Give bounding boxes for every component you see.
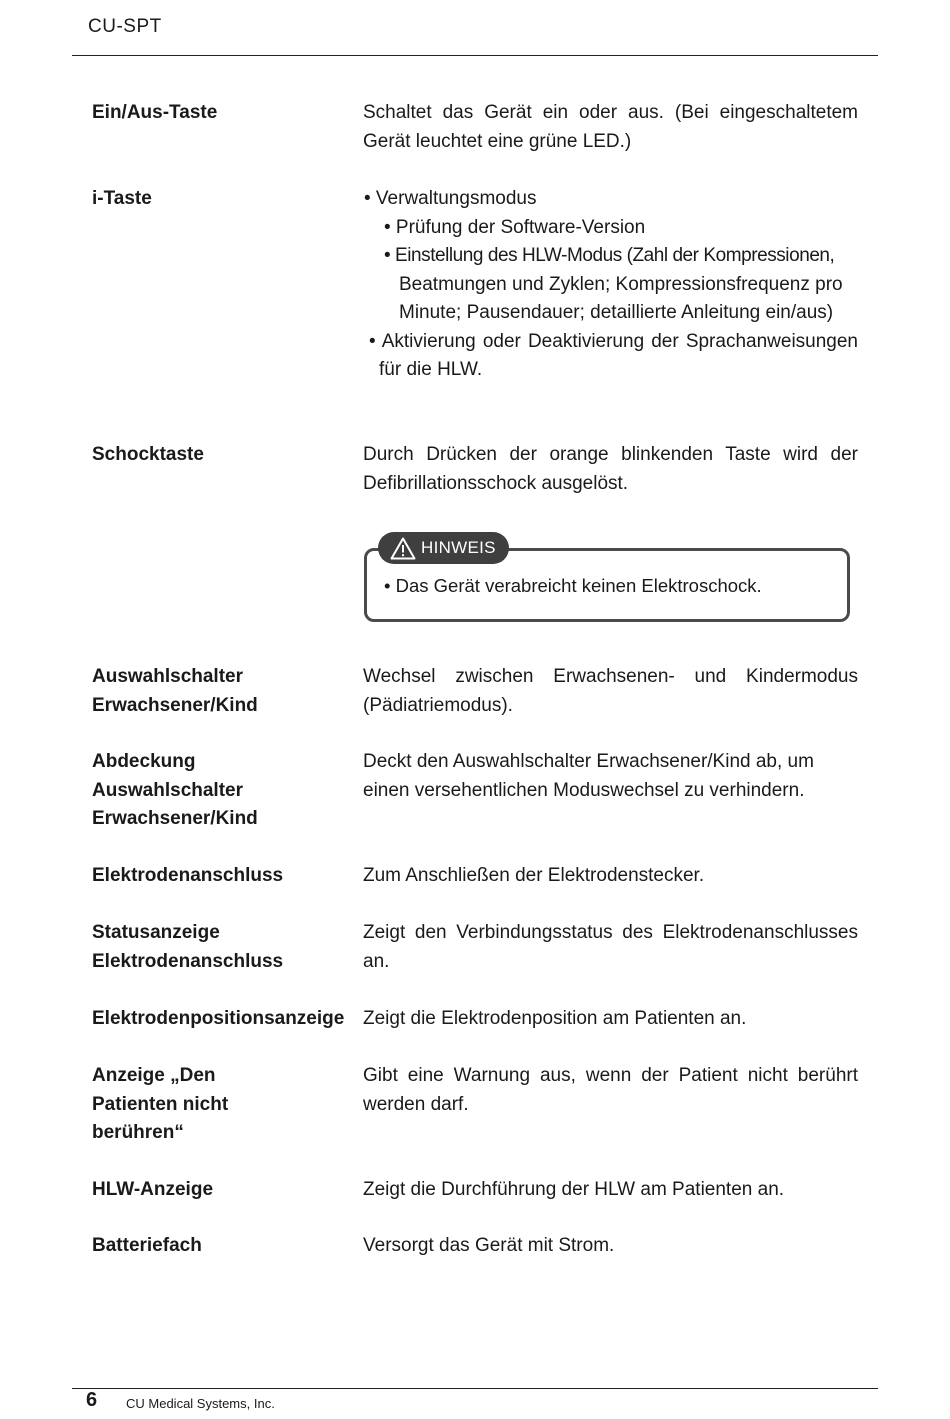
desc-do-not-touch xyxy=(363,1062,858,1119)
list-item: • Einstellung des HLW-Modus (Zahl der Kompressionen, xyxy=(384,245,835,266)
footer-company: CU Medical Systems, Inc. xyxy=(126,1396,275,1411)
notice-label: HINWEIS xyxy=(421,538,496,557)
term-battery-compartment: Batteriefach xyxy=(92,1235,202,1256)
term-line: Auswahlschalter xyxy=(92,666,243,687)
list-item-continuation: für die HLW. xyxy=(379,359,483,380)
term-line: Statusanzeige xyxy=(92,922,220,943)
desc-line: werden darf. xyxy=(363,1093,469,1115)
term-line: berühren“ xyxy=(92,1122,184,1143)
desc-power-button xyxy=(363,99,858,156)
list-item: • Aktivierung oder Deaktivierung der Sprachanweisungen xyxy=(369,330,858,352)
list-item: • Verwaltungsmodus xyxy=(364,188,537,209)
term-line: Anzeige „Den xyxy=(92,1065,216,1086)
desc-line: Schaltet das Gerät ein oder aus. (Bei eingeschaltetem xyxy=(363,102,858,123)
desc-line: Gibt eine Warnung aus, wenn der Patient nicht berührt xyxy=(363,1065,858,1086)
term-line: Erwachsener/Kind xyxy=(92,694,258,716)
term-cpr-indicator: HLW-Anzeige xyxy=(92,1179,214,1200)
header-title: CU-SPT xyxy=(88,16,162,37)
desc-mode-selector xyxy=(363,663,858,720)
desc-line: Deckt den Auswahlschalter Erwachsener/Kind ab, um xyxy=(363,751,814,772)
term-do-not-touch xyxy=(92,1062,352,1148)
desc-line: einen versehentlichen Moduswechsel zu verhindern. xyxy=(363,779,805,801)
term-line: Elektrodenanschluss xyxy=(92,950,284,972)
term-power-button: Ein/Aus-Taste xyxy=(92,102,218,123)
term-selector-cover xyxy=(92,748,352,834)
list-item-continuation: Minute; Pausendauer; detaillierte Anleitung ein/aus) xyxy=(399,302,834,323)
desc-cpr-indicator: Zeigt die Durchführung der HLW am Patienten an. xyxy=(363,1179,785,1200)
header-divider xyxy=(72,55,878,56)
term-electrode-position: Elektrodenpositionsanzeige xyxy=(92,1008,345,1029)
notice-text: • Das Gerät verabreicht keinen Elektroschock. xyxy=(384,575,762,596)
list-item: • Prüfung der Software-Version xyxy=(384,216,646,238)
desc-line: an. xyxy=(363,950,390,972)
term-connector-status xyxy=(92,919,352,976)
term-i-button: i-Taste xyxy=(92,188,152,209)
desc-line: (Pädiatriemodus). xyxy=(363,694,513,716)
desc-i-button xyxy=(363,185,858,385)
desc-line: Wechsel zwischen Erwachsenen- und Kindermodus xyxy=(363,666,858,687)
notice-badge xyxy=(378,532,509,564)
term-line: Patienten nicht xyxy=(92,1093,229,1115)
term-mode-selector xyxy=(92,663,352,720)
desc-battery-compartment: Versorgt das Gerät mit Strom. xyxy=(363,1235,615,1256)
desc-connector-status xyxy=(363,919,858,976)
desc-shock-button xyxy=(363,441,858,498)
list-item-continuation: Beatmungen und Zyklen; Kompressionsfrequenz pro xyxy=(399,273,843,295)
desc-electrode-connector: Zum Anschließen der Elektrodenstecker. xyxy=(363,865,705,886)
term-line: Auswahlschalter xyxy=(92,779,243,801)
footer-divider xyxy=(72,1388,878,1389)
page-number: 6 xyxy=(86,1389,98,1411)
warning-icon xyxy=(390,537,416,560)
desc-selector-cover xyxy=(363,748,858,805)
desc-line: Gerät leuchtet eine grüne LED.) xyxy=(363,130,632,152)
term-line: Erwachsener/Kind xyxy=(92,808,258,829)
term-electrode-connector: Elektrodenanschluss xyxy=(92,865,284,886)
desc-electrode-position: Zeigt die Elektrodenposition am Patienten an. xyxy=(363,1008,747,1029)
desc-line: Defibrillationsschock ausgelöst. xyxy=(363,472,629,494)
term-shock-button: Schocktaste xyxy=(92,444,204,465)
term-line: Abdeckung xyxy=(92,751,196,772)
desc-line: Durch Drücken der orange blinkenden Taste wird der xyxy=(363,444,858,465)
desc-line: Zeigt den Verbindungsstatus des Elektrodenanschlusses xyxy=(363,922,858,943)
